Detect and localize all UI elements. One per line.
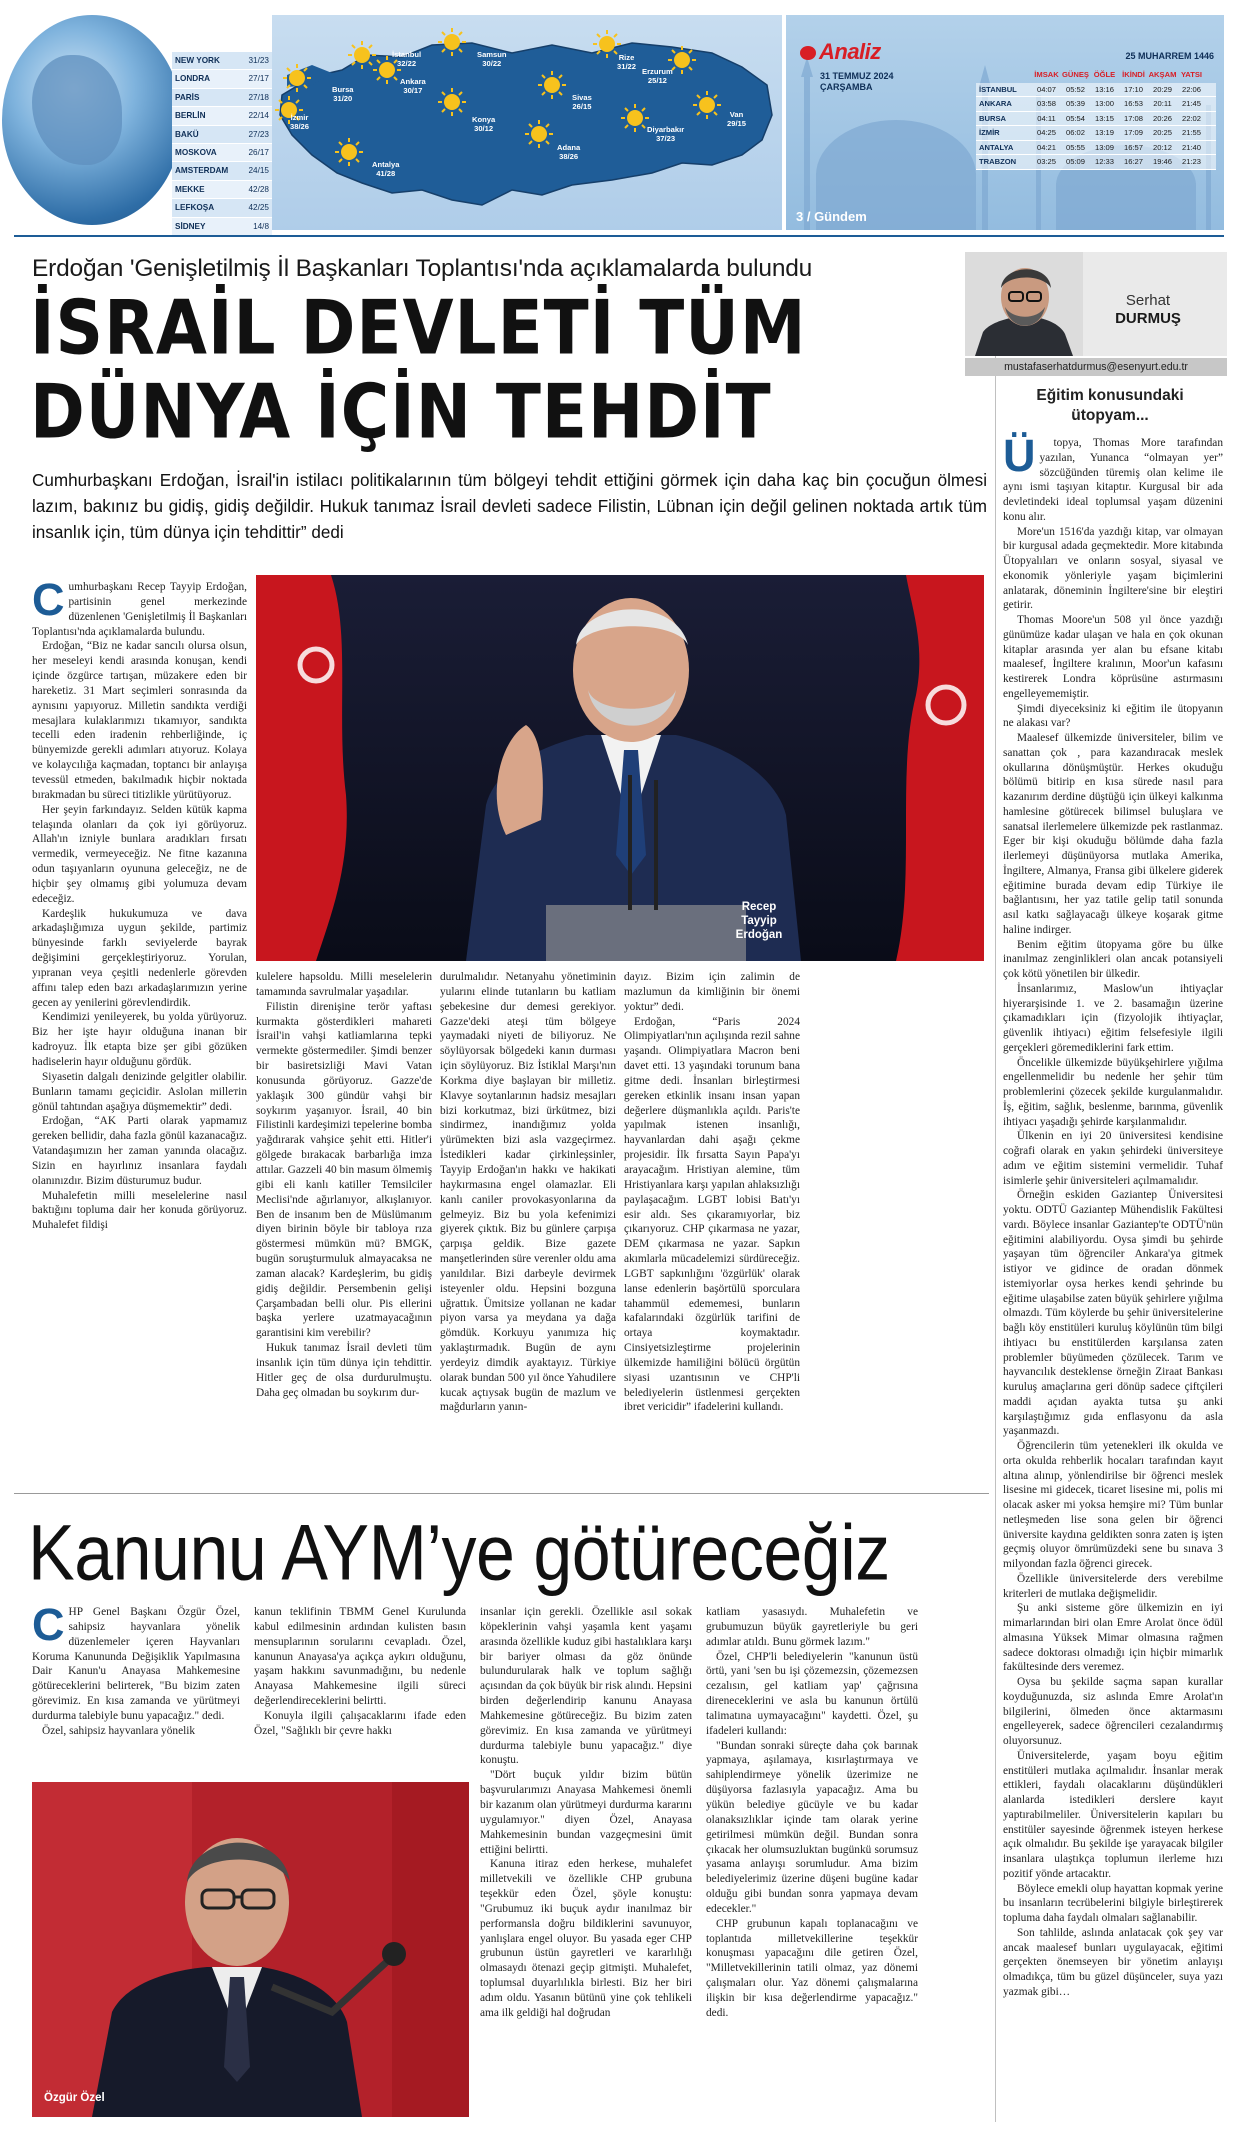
city-temp: 38/26 (290, 122, 310, 131)
prayer-times-panel (786, 15, 1224, 230)
paragraph: More'un 1516'da yazdığı kitap, var olmayan bir kurgusal adada geçmektedir. More kitabında Ütopyalıları ve onların sosyal, siyasal ve ekonomik yönleriyle yaşam biçimlerini anlatarak, döneminin İngiltere'sine bir eleştiri getirir. (1003, 525, 1223, 612)
prayer-header: ÖĞLE (1093, 70, 1116, 79)
paragraph: Şu anki sisteme göre ülkemizin en iyi mimarlarından biri olan Emre Arolat önce ödül almasına Yüksek Mimar olmasına rağmen sadece doktorası olmadığı için hiçbir mimarlık fakültesinde ders veremez. (1003, 1602, 1223, 1674)
paragraph: katliam yasasıydı. Muhalefetin ve grubumuzun büyük gayretleriyle bu geri adımlar atıldı. Bunu görmek lazım." (706, 1606, 918, 1648)
paragraph: "Dört buçuk yıldır bizim bütün başvurularımızı Anayasa Mahkemesi önemli bir kazanım olan yürütmeyi durdurma kararını uygulamıyor." diyen Özel, Anayasa Mahkemesinin bundan vazgeçmesini ümit ettiğini belirtti. (480, 1769, 692, 1856)
world-weather-row (172, 70, 272, 88)
prayer-row (976, 112, 1216, 127)
world-city-temp: 14/8 (253, 221, 269, 231)
paragraph: Şimdi diyeceksiniz ki eğitim ile ütopyanın ne alakası var? (1003, 702, 1223, 730)
city-temp: 30/17 (403, 86, 423, 95)
ozel-photo-caption: Özgür Özel (44, 2092, 105, 2104)
world-city-temp: 26/17 (248, 147, 269, 157)
prayer-time: 21:55 (1181, 128, 1201, 137)
prayer-time: 04:25 (1036, 128, 1056, 137)
turkey-city-label (477, 50, 507, 68)
city-temp: 38/26 (559, 152, 579, 161)
paragraph: Maalesef ülkemizde üniversiteler, bilim ve sanattan çok , para kazandıracak meslek okullarına dönüşmüştür. Herkes okuduğu bölümü bitirip en kısa sürede nasıl para kazanırım derdine düştüğü için ülkeyi kalkınma hamlesine götürecek bilimsel buluşlara ve sanatsal ilerlemelere ülkemizde pek rastlanmaz. Eger bir kişi okuduğu bölümde daha fazla ilerlemeyi düşünüyorsa mutlaka Amerika, İngiltere, Almanya, Fransa gibi ülkelere giderek eğitimine burada devam edip Türkiye ile bağlantısını, her yaz tatile gelip tatil sonunda asıl katkı sağlayacağı ülkeye koşarak gitme haline indirger. (1003, 732, 1223, 936)
paragraph: Siyasetin dalgalı denizinde gelgitler olabilir. Bunların tamamı geçicidir. Aslolan millетin gönül tahtından aşağıya düşmemektir” dedi. (32, 1070, 247, 1113)
turkey-city-label (647, 125, 684, 143)
world-city-name: SİDNEY (175, 221, 206, 231)
erdogan-photo-image (256, 575, 984, 961)
paragraph: Son tahlilde, aslında anlatacak çok şey var ancak maalesef bunları uygulayacak, eğitimi gerçekten önemseyen bir yönetim anlayışı olmadıkça, tüm bu güzel düşünceler, suya yazı yazmak gibi… (1003, 1926, 1223, 1998)
prayer-time: 05:39 (1065, 99, 1085, 108)
city-name: İstanbul (392, 50, 422, 59)
prayer-city: İZMİR (979, 128, 1000, 137)
city-name: Rize (618, 53, 635, 62)
dropcap: C (32, 574, 65, 625)
world-city-name: LEFKOŞA (175, 203, 215, 213)
paragraph: Oysa bu şekilde saçma sapan kurallar koyduğunuzda, siz aslında Emre Arolat'ın bilgilerini, ölmeden önce aktarmasını engelleyerek, sadece öğrencileri cezalandırmış oluyorsunuz. (1003, 1676, 1223, 1747)
prayer-time: 22:06 (1181, 84, 1201, 94)
paragraph: Öğrencilerin tüm yetenekleri ilk okulda ve orta okulda rehberlik hocaları tarafından kayıt altına alınıp, yönlendirilse bir öğrenci meslek lisesine mi gidecek, ticaret lisesine mi, polis mi olacak asker mi yoksa hemşire mi? Tüm bunlar netleşmeden lise sona gelen bir öğrenci üniversite kaydına geldikten sonra zaten iş işten geçmiş oluyor ömrümüzdeki sene bu sınava 3 milyondan fazla öğrenci girecek. (1003, 1440, 1223, 1570)
paragraph: Erdoğan, “Paris 2024 Olimpiyatları'nın açılışında rezil sahne yaşandı. Olimpiyatlara Macron beni davet etti. 13 yaşındaki torunum bana gitme dedi. İnsanları birleştirmesi gereken etkinlik insanı insan yapan değerlere düşmanlıkla açıldı. Paris'te yapılmak istenen insanlığı, hayvanlardan dahi aşağı çekme projesidir. İlk fırsatta Sayın Papa'yı arayacağım. Hristiyan alemine, tüm Hristiyanlara karşı yapılan ahlaksızlığı paylaşacağım. LGBT lobisi Batı'yı esir aldı. Ses çıkaramıyorlar, biz çıkarıyoruz. CHP çıkarmasa ne yazar, DEM çıkarmasa ne yazar. Sapkın akımlarla mücadelemizi sürdüreceğiz. LGBT sapkınlığını 'özgürlük' olarak lanse edenlerin başörtülü sporculara tahammül edememesi, bunların kafalarındaki özgürlük tarifini de ortaya koymaktadır. Cinsiyetsizleştirme projelerinin ülkemizde hamiliğini bölücü örgütün siyasi uzantısının ve CHP'li belediyelerin üstlenmesi gerçekten ibret vericidir” ifadelerini kullandı. (624, 1015, 800, 1414)
author-box (965, 252, 1227, 356)
city-temp: 25/12 (647, 76, 667, 85)
prayer-time: 13:09 (1094, 142, 1114, 152)
dropcap: C (32, 1599, 65, 1650)
city-temp: 32/22 (397, 59, 417, 68)
prayer-time: 16:53 (1123, 99, 1143, 108)
paragraph: CHP grubunun kapalı toplanacağını ve toplantıda milletvekillerine teşekkür konuşması yapacağını dile getiren Özel, "Milletvekillerinin tatili olmaz, yaz dönemi çalışmaları olur. Yaz dönemi çalışmalarına ilişkin bir kısa değerlendirme yapacağız." dedi. (706, 1917, 918, 2019)
sun-icon (524, 119, 554, 149)
world-city-name: MOSKOVA (175, 147, 217, 157)
world-city-temp: 22/14 (248, 111, 269, 121)
author-name: Serhat DURMUŞ (1115, 292, 1181, 327)
dropcap: Ü (1003, 430, 1036, 481)
prayer-time: 12:33 (1094, 157, 1114, 166)
world-city-temp: 42/28 (248, 184, 269, 194)
paragraph: insanlar için gerekli. Özellikle asıl sokak köpeklerinin vahşi yaşamla kent yaşamı arasında özellikle kuduz gibi hastalıklara karşı bir bariyer olması da göz önünde bulundurularak halk ve toplum sağlığı açısından da çok büyük bir risk alındı. Hepsini birden değerlendirip kanunu Anayasa Mahkemesine götüreceğiz. Bu bizim zaten görevimiz. En kısa zamanda ve yürütmeyi durdurma talebiyle bunu yapacağız." diye konuştu. (480, 1606, 692, 1767)
city-name: Erzurum (642, 67, 673, 76)
paragraph: kulelere hapsoldu. Milli meselelerin tamamında savrulmalar yaşadılar. (256, 971, 432, 998)
opinion-title: Eğitim konusundaki ütopyam... (1036, 387, 1184, 424)
prayer-row (976, 126, 1216, 141)
prayer-time: 17:08 (1123, 113, 1143, 123)
city-name: Antalya (372, 160, 400, 169)
prayer-time: 21:23 (1181, 157, 1201, 166)
turkey-city-label (332, 85, 354, 103)
paragraph: Özel, CHP'li belediyelerin "kanunun üstü örtü, yani 'sen bu işi çözemezsin, çözemezsen cezalısın, gel katliam yap' çağrısına direneceklerini ve asla bu kanunun örtülü talimatına uymayacağını" kaydetti. Özel, şu ifadeleri kullandı: (706, 1650, 918, 1737)
paragraph: Örneğin eskiden Gaziantep Üniversitesi yoktu. ODTÜ Gaziantep Mühendislik Fakültesi vardı. Böylece insanlar Gaziantep'te ODTÜ'nün eğitimini alabiliyordu. Oysa şimdi bu şehirde yaşayan tüm öğrenciler Ankara'ya gitmek istiyor ve gidince de oradan dönmek istemiyorlar oysa herkes kendi şehrinde bu eğitime ulaşabilse zaten büyük şehirlere yığılma olmazdı. Tüm köylerde bu şehir üniversitelerine bağlı köy enstitüleri kuruluş köylünün tüm bilgi ihtiyacı bu enstitülerden karşılansa zaten problemler büyümeden çözülecek. Tarım ve hayvancılık desteklense örneğin Ziraat Bankası kuruluş amaçlarına geri dönüp sadece çiftçileri maddi açıdan ayakta tutsa şu anki karşılaştığımız gıda enflasyonu da asla yaşanmazdı. (1003, 1189, 1223, 1438)
newspaper-logo: Analiz (800, 39, 881, 65)
erdogan-photo (256, 575, 984, 961)
ozel-photo-image (32, 1782, 469, 2117)
world-city-name: NEW YORK (175, 56, 220, 65)
story1-kicker: Erdoğan 'Genişletilmiş İl Başkanları Toplantısı'nda açıklamalarda bulundu (32, 255, 813, 282)
paragraph: Her şeyin farkındayız. Selden kütük kapma telaşında olanları da çok iyi görüyoruz. Allah'ın izniyle bunlara aradıkları fırsatı vermedik, vermeyeceğiz. Ne fitne kazanına odun taşıyanların oyununa geleceğiz, ne de hiçbir şey olmamış gibi yolumuza devam edeceğiz. (32, 803, 247, 905)
globe-illustration (2, 15, 182, 225)
story2-column-4 (706, 1605, 918, 2021)
prayer-time: 22:02 (1181, 113, 1201, 123)
prayer-time: 20:26 (1152, 113, 1172, 123)
world-weather-table (172, 52, 272, 236)
prayer-city: ANTALYA (979, 142, 1014, 152)
world-city-name: MEKKE (175, 184, 205, 194)
city-name: Diyarbakır (647, 125, 685, 134)
paragraph: Kanuna itiraz eden herkese, muhalefet milletvekili ve özellikle CHP grubuna teşekkür eden Özel, şöyle konuştu: "Grubumuz iki buçuk aydır inanılmaz bir performansla doğru bildiklerini savunuyor, yanlışlara engel oluyor. Bu yasada eger CHP grubunun üstün gayretleri ve kararlılığı olmasaydı ötenazi geçip gitmişti. Muhalefet, toplumsal duyarlılıkla birlesti. Biz her biri adım oldu. Yasanın bütünü yine çok tehlikeli ama ilk geldiği hal doğrudan (480, 1858, 692, 2019)
paragraph: umhurbaşkanı Recep Tayyip Erdoğan, partisinin genel merkezinde düzenlenen 'Genişletilmiş İl Başkanları Toplantısı'nda açıklamalarda bulundu. (32, 581, 247, 638)
prayer-city: İSTANBUL (979, 84, 1017, 94)
prayer-time: 17:10 (1123, 84, 1143, 94)
world-city-name: AMSTERDAM (175, 166, 229, 176)
prayer-header-blank (976, 68, 1032, 83)
world-weather-row (172, 181, 272, 199)
prayer-time: 06:02 (1065, 128, 1085, 137)
prayer-city: BURSA (979, 113, 1007, 123)
prayer-time: 04:21 (1036, 142, 1056, 152)
world-weather-row (172, 162, 272, 180)
prayer-time: 04:07 (1036, 84, 1056, 94)
turkey-city-label (472, 115, 495, 133)
prayer-time: 05:55 (1065, 142, 1085, 152)
city-name: Ankara (400, 77, 426, 86)
city-name: Sivas (572, 93, 592, 102)
city-name: Bursa (332, 85, 354, 94)
section-label: 3 / Gündem (796, 209, 867, 224)
prayer-city: TRABZON (979, 157, 1017, 166)
turkey-city-label (372, 160, 399, 178)
world-city-name: LONDRA (175, 74, 211, 84)
prayer-time: 04:11 (1037, 113, 1056, 123)
city-temp: 31/20 (333, 94, 353, 103)
ozel-photo (32, 1782, 469, 2117)
sun-icon (620, 103, 650, 133)
story2-column-3 (480, 1605, 692, 2021)
story1-summary: Cumhurbaşkanı Erdoğan, İsrail'in istilacı politikalarının tüm bölgeyi tehdit ettiğini görmek için daha kaç bin çocuğun ölmesi lazım, bakınız bu gidiş, gidiş değildir. Hukuk tanımaz İsrail devleti sadece Filistin, Lübnan için değil gelinen noktada artık tüm insanlık için, tüm dünya için tehdittir” dedi (32, 471, 987, 542)
issue-date: 31 TEMMUZ 2024 ÇARŞAMBA (820, 71, 894, 92)
city-temp: 31/22 (617, 62, 637, 71)
turkey-city-label (290, 113, 309, 131)
sun-icon (692, 90, 722, 120)
prayer-row (976, 141, 1216, 156)
author-avatar (965, 252, 1083, 356)
prayer-time: 16:57 (1123, 142, 1143, 152)
paragraph: Muhalefetin milli meselelerine nasıl baktığını topluma dair her konuda görüyoruz. Muhalefet fildişi (32, 1189, 247, 1232)
prayer-header: AKŞAM (1148, 70, 1177, 79)
city-temp: 41/28 (376, 169, 396, 178)
turkey-city-label (642, 67, 673, 85)
turkey-city-label (400, 77, 426, 95)
paragraph: Ülkenin en iyi 20 üniversitesi kendisine coğrafi olarak en yakın şehirdeki üniversiteye adım ve eğitim sistemini vermelidir. Tuhaf isimlerle şehir üniversiteleri açılmamalıdır. (1003, 1130, 1223, 1187)
prayer-time: 13:15 (1094, 113, 1114, 123)
world-city-name: BERLİN (175, 111, 206, 121)
prayer-city: ANKARA (979, 99, 1012, 108)
paragraph: Erdoğan, “AK Parti olarak yapmamız gereken bellidir, daha fazla gönül kazanacağız. Vatandaşımızın her zaman yanında olacağız. Sizin en hayırlınız insanlara faydalı olanınızdır. Bizim düsturumuz budur. (32, 1115, 247, 1187)
city-name: Konya (472, 115, 496, 124)
turkey-city-label (557, 143, 580, 161)
world-city-temp: 31/23 (248, 56, 269, 65)
sun-icon (282, 63, 312, 93)
weather-prayer-band (0, 0, 1247, 232)
prayer-time: 05:09 (1065, 157, 1085, 166)
sun-icon (334, 137, 364, 167)
story2-column-1 (32, 1599, 240, 1739)
world-city-temp: 42/25 (248, 203, 269, 213)
header-rule (14, 235, 1224, 237)
prayer-header: İMSAK (1034, 70, 1059, 79)
paragraph: Filistin direnişine terör yaftası kurmakta gösterdikleri mahareti İsrail'in vahşi katliamlarına tepki vermekte göstermediler. Şimdi benzer bir basiretsizliği Mavi Vatan konusunda görüyoruz. Gazze'de yaklaşık 300 gündür vahşi bir soykırım yaşanıyor. İsrail, 40 bin Filistinli kardeşimizi tepelerine bomba yağdırarak vahşice şehit etti. Hitler'i gölgede bırakacak barbarlığa imza attılar. Gazzeli 40 bin masum ölmemiş gibi eli kanlı katiller Temsilciler Meclisi'nde ağırlanıyor, alkışlanıyor. Ben de insanım ben de Müslümanım diyen birinin böyle bir tabloya rıza göstermesi mümkün mü? BMGK, bugün soruşturmuluk almayacaksa ne zaman alacak? Kardeşlerim, bu gidiş gidiş değildir. Persembenin gelişi Çarşambadan belli olur. Pis ellerini başka yerlere uzatmayacağının garantisini kim verebilir? (256, 1000, 432, 1340)
story1-column-3 (440, 970, 616, 1415)
prayer-time: 13:00 (1094, 99, 1114, 108)
prayer-row (976, 155, 1216, 170)
prayer-time: 05:54 (1065, 113, 1085, 123)
world-weather-row (172, 199, 272, 217)
prayer-time: 13:16 (1094, 84, 1114, 94)
prayer-time: 20:11 (1153, 99, 1172, 108)
hijri-date: 25 MUHARREM 1446 (1125, 51, 1214, 61)
paragraph: dayız. Bizim için zalimin de mazlumun da kimliğinin bir önemi yoktur” dedi. (624, 971, 800, 1013)
prayer-time: 05:52 (1065, 84, 1085, 94)
sun-icon (372, 55, 402, 85)
world-city-name: PARİS (175, 92, 200, 102)
prayer-time: 21:45 (1181, 99, 1201, 108)
story1-column-4 (624, 970, 800, 1415)
prayer-time: 03:58 (1036, 99, 1056, 108)
turkey-city-label (727, 110, 746, 128)
world-weather-row (172, 126, 272, 144)
city-name: Samsun (477, 50, 507, 59)
paragraph: Erdoğan, “Biz ne kadar sancılı olursa olsun, her meseleyi kendi arasında konuşan, kendi içinde özgürce tartışan, müzakere eden bir hareketiz. 31 Mart seçimleri sonrasında da aynısını yapıyoruz. Milletin sandıkta verdiği mesajlara kulaklarımızı tıkamıyor, sandıkta tecelli eden iradenin rehberliğinde, iç bünyemizde gerekli adımları atıyoruz. Kolaya ve kolaycılığa kaçmadan, toptancı bir anlayışa tevessül etmeden, bakılmadık hiçbir noktada bırakmadan bu süreci titizlikle yürütüyoruz. (32, 640, 247, 801)
world-city-temp: 27/23 (248, 129, 269, 139)
prayer-times-table (976, 68, 1216, 170)
city-name: İzmir (290, 113, 309, 122)
story1-column-2 (256, 970, 432, 1400)
paragraph: Konuyla ilgili çalışacaklarını ifade eden Özel, "Sağlıklı bir çevre hakkı (254, 1709, 466, 1737)
story2-column-2 (254, 1605, 466, 1739)
turkey-city-label (617, 53, 636, 71)
prayer-row (976, 83, 1216, 98)
prayer-time: 13:19 (1094, 128, 1114, 137)
paragraph: kanun teklifinin TBMM Genel Kurulunda kabul edilmesinin ardından kulisten basın mensuplarının sorularını cevapladı. Özel, kanunun Anayasa'ya açıkça aykırı olduğunu, yaşam hakkını savunmadığını, bu nedenle Anayasa Mahkemesine ilgili süreci değerlendireceklerini belirtti. (254, 1606, 466, 1708)
prayer-header-row (976, 68, 1216, 83)
erdogan-photo-caption: Recep Tayyip Erdoğan (735, 901, 783, 941)
paragraph: Böylece emekli olup hayattan kopmak yerine bu insanların tecrübelerini bilgiyle birleştirerek topluma daha faydalı olmaları sağlanabilir. (1003, 1882, 1223, 1924)
paragraph: Benim eğitim ütopyama göre bu ülke inanılmaz zenginlikleri olan ancak potansiyeli çok kötü yönetilen bir ülkedir. (1003, 938, 1223, 980)
world-city-temp: 27/18 (248, 92, 269, 102)
world-weather-row (172, 107, 272, 125)
logo-icon (800, 46, 816, 60)
city-temp: 29/15 (727, 119, 747, 128)
story1-headline: İSRAİL DEVLETİ TÜM DÜNYA İÇİN TEHDİT (30, 283, 807, 456)
prayer-time: 16:27 (1123, 157, 1143, 166)
paragraph: durulmalıdır. Netanyahu yönetiminin yularını elinde tutanların bu katliam şebekesine dur demesi gerekiyor. Gazze'deki ateşi tüm bölgeye yaymadaki niyeti de biliyoruz. Ne söylüyorsak bölgedeki kanın durması için söylüyoruz. Biz İstiklal Marşı'nın Korkma diye başlayan bir milletiz. Klavye soytanlarının hadsiz mesajları bizi korkutmaz, bizi ürkütmez, bizi sindirmez, inandığımız yolda yürümekten bizi asla vazgeçirmez. İstedikleri kadar çirkinleşsinler, Tayyip Erdoğan'ın hakkı ve hakikati haykırmasına engel olamazlar. Eli kanlı caniler provokasyonlarına da gelmeyiz. Biz bu yola kefenimizi giyerek çıktık. Biz bu günlere çarpışa çarpışa geldik. Bize gazete manşetlerinden süre verenler oldu ama yanıldılar. Bizi darbeyle devirmek isteyenler oldu. Hepsini bozguna uğrattık. Ümitsize yollanan ne kadar piyon varsa ya meydana ya dağa gömdük. Korkuyu yanımıza hiç yaklaştırmadık. Bugün de aynı yerdeyiz dimdik ayaktayız. Türkiye olarak bundan 500 yıl önce Yahudilere kucak açtıysak bugün de mazlum ve mağdurların yanın- (440, 971, 616, 1414)
sun-icon (537, 70, 567, 100)
city-temp: 30/12 (474, 124, 494, 133)
city-temp: 30/22 (482, 59, 502, 68)
prayer-time: 03:25 (1036, 157, 1056, 166)
paragraph: Özel, sahipsiz hayvanlara yönelik (42, 1724, 196, 1737)
author-email: mustafaserhatdurmus@esenyurt.edu.tr (965, 358, 1227, 376)
prayer-header: YATSI (1180, 70, 1203, 79)
prayer-row (976, 97, 1216, 112)
paragraph: Kardeşlik hukukumuza ve dava arkadaşlığımıza uygun şekilde, partimiz bünyesinde farklı seviyelerde bayrak değişimini gerçekleştiriyoruz. Yorulan, yıpranan veya çeşitli nedenlerle görevden affını talep eden bazı arkadaşlarımızın yerine gecen ay yenilerini görevlendirdik. (32, 907, 247, 1009)
opinion-body (1003, 430, 1223, 2000)
city-name: Van (729, 110, 744, 119)
paragraph: Kendimizi yenileyerek, bu yolda yürüyoruz. Biz her işte hayır olduğuna inanan bir kadroyuz. İlk etapta bize şer gibi gözüken hadiselerin hayır olduğunu gördük. (32, 1011, 247, 1068)
prayer-time: 17:09 (1123, 128, 1143, 137)
city-name: Adana (557, 143, 581, 152)
paragraph: Hukuk tanımaz İsrail devleti tüm insanlık için tüm dünya için tehdittir. Hitler geç de olsa durdurulmuştu. Daha geç olmadan bu soykırım dur- (256, 1342, 432, 1399)
turkey-city-label (572, 93, 592, 111)
world-weather-row (172, 52, 272, 70)
world-city-temp: 24/15 (248, 166, 269, 176)
world-city-name: BAKÜ (175, 129, 199, 139)
city-temp: 37/23 (656, 134, 676, 143)
city-temp: 26/15 (572, 102, 592, 111)
story2-headline: Kanunu AYM’ye götüreceğiz (28, 1509, 890, 1597)
paragraph: İnsanlarımız, Maslow'un ihtiyaçlar hiyerarşisinde 1. ve 2. basamağın üzerine çıkamadıkları için (fizyolojik ihtiyaçlar, güvenlik ihtiyacı) eğitim felsefesiyle ilgili gerçekleri göremediklerini fark ettim. (1003, 982, 1223, 1054)
sun-icon (437, 87, 467, 117)
prayer-header: GÜNEŞ (1061, 70, 1089, 79)
prayer-header: İKİNDİ (1122, 70, 1145, 79)
paragraph: topya, Thomas More tarafından yazılan, Yunanca “olmayan yer” sözcüğünden türemiş olan kelime ile aynı ismi taşıyan kitaptır. Kurgusal bir ada devletindeki ideal toplumsal yaşam düzenini konu alır. (1003, 437, 1223, 523)
world-weather-row (172, 89, 272, 107)
story-divider (14, 1493, 989, 1494)
paragraph: Thomas Moore'un 508 yıl önce yazdığı günümüze kadar ulaşan ve hala en çok okunan kitaplar arasında yer alan bu efsane kitabı maalesef, İngiltere kralının, Moor'un kafasını kestirerek Londra köprüsüne astırmasını engelleyememiştir. (1003, 614, 1223, 700)
world-weather-row (172, 218, 272, 236)
world-city-temp: 27/17 (248, 74, 269, 84)
paragraph: "Bundan sonraki süreçte daha çok barınak yapmaya, aşılamaya, kısırlaştırmaya ve sahiplendirmeye yönelik üzerimize ne düşüyorsa fazlasıyla yapacağız. Ama bu yükün belediye gücüyle ve bu kadar olanaksızlıklar içinde tam olarak yerine getirilmesi mümkün değil. Bundan sonra çıkacak her olumsuzluktan bugünkü sorumsuz yasama anlayışı sorumludur. Ama bizim belediyelerimiz üzerine düşeni bugüne kadar olduğu gibi bundan sonra yapmaya devam edecekler." (706, 1739, 918, 1915)
prayer-time: 20:25 (1152, 128, 1172, 137)
paragraph: Özellikle üniversitelerde ders verebilme kriterleri de mutlaka değişmelidir. (1003, 1572, 1223, 1600)
world-weather-row (172, 144, 272, 162)
sidebar-divider (995, 252, 996, 2122)
prayer-time: 20:12 (1152, 142, 1172, 152)
prayer-time: 19:46 (1152, 157, 1172, 166)
prayer-time: 20:29 (1152, 84, 1172, 94)
paragraph: Öncelikle ülkemizde büyükşehirlere yığılma engellenmelidir bu nedenle her şehir tüm problemlerini çözecek şekilde kurgulanmalıdır. İş, eğitim, sağlık, beslenme, barınma, güvenlik ihtiyacı yaşadığı şehirde karşılanmalıdır. (1003, 1056, 1223, 1128)
sun-icon (437, 27, 467, 57)
paragraph: Üniversitelerde, yaşam boyu eğitim enstitüleri mutlaka açılmalıdır. İnsanlar merak ettikleri, faydalı olacaklarını düşündükleri alanlarda istedikleri derslere kayıt yaptırabilmeliler. Üniversitelerin kapıları bu enstitüler sayesinde öğrenmek isteyen herkese açık olmalıdır. Bu şekilde işe yarayacak bilgiler insanlara ulaştıkça toplumun ilerleme hızı pozitif yönde artacaktır. (1003, 1749, 1223, 1880)
prayer-time: 21:40 (1181, 142, 1201, 152)
paragraph: HP Genel Başkanı Özgür Özel, sahipsiz hayvanlara yönelik düzenlemeler içeren Hayvanları Koruma Kanununda Değişiklik Yapılmasına Dair Kanun'u Anayasa Mahkemesine götüreceklerini belirterek, "Bu bizim zaten görevimiz. En kısa zamanda ve yürütmeyi durdurma talebiyle bunu yapacağız." dedi. (32, 1606, 240, 1722)
turkey-weather-map (272, 15, 782, 230)
story1-column-1 (32, 574, 247, 1233)
